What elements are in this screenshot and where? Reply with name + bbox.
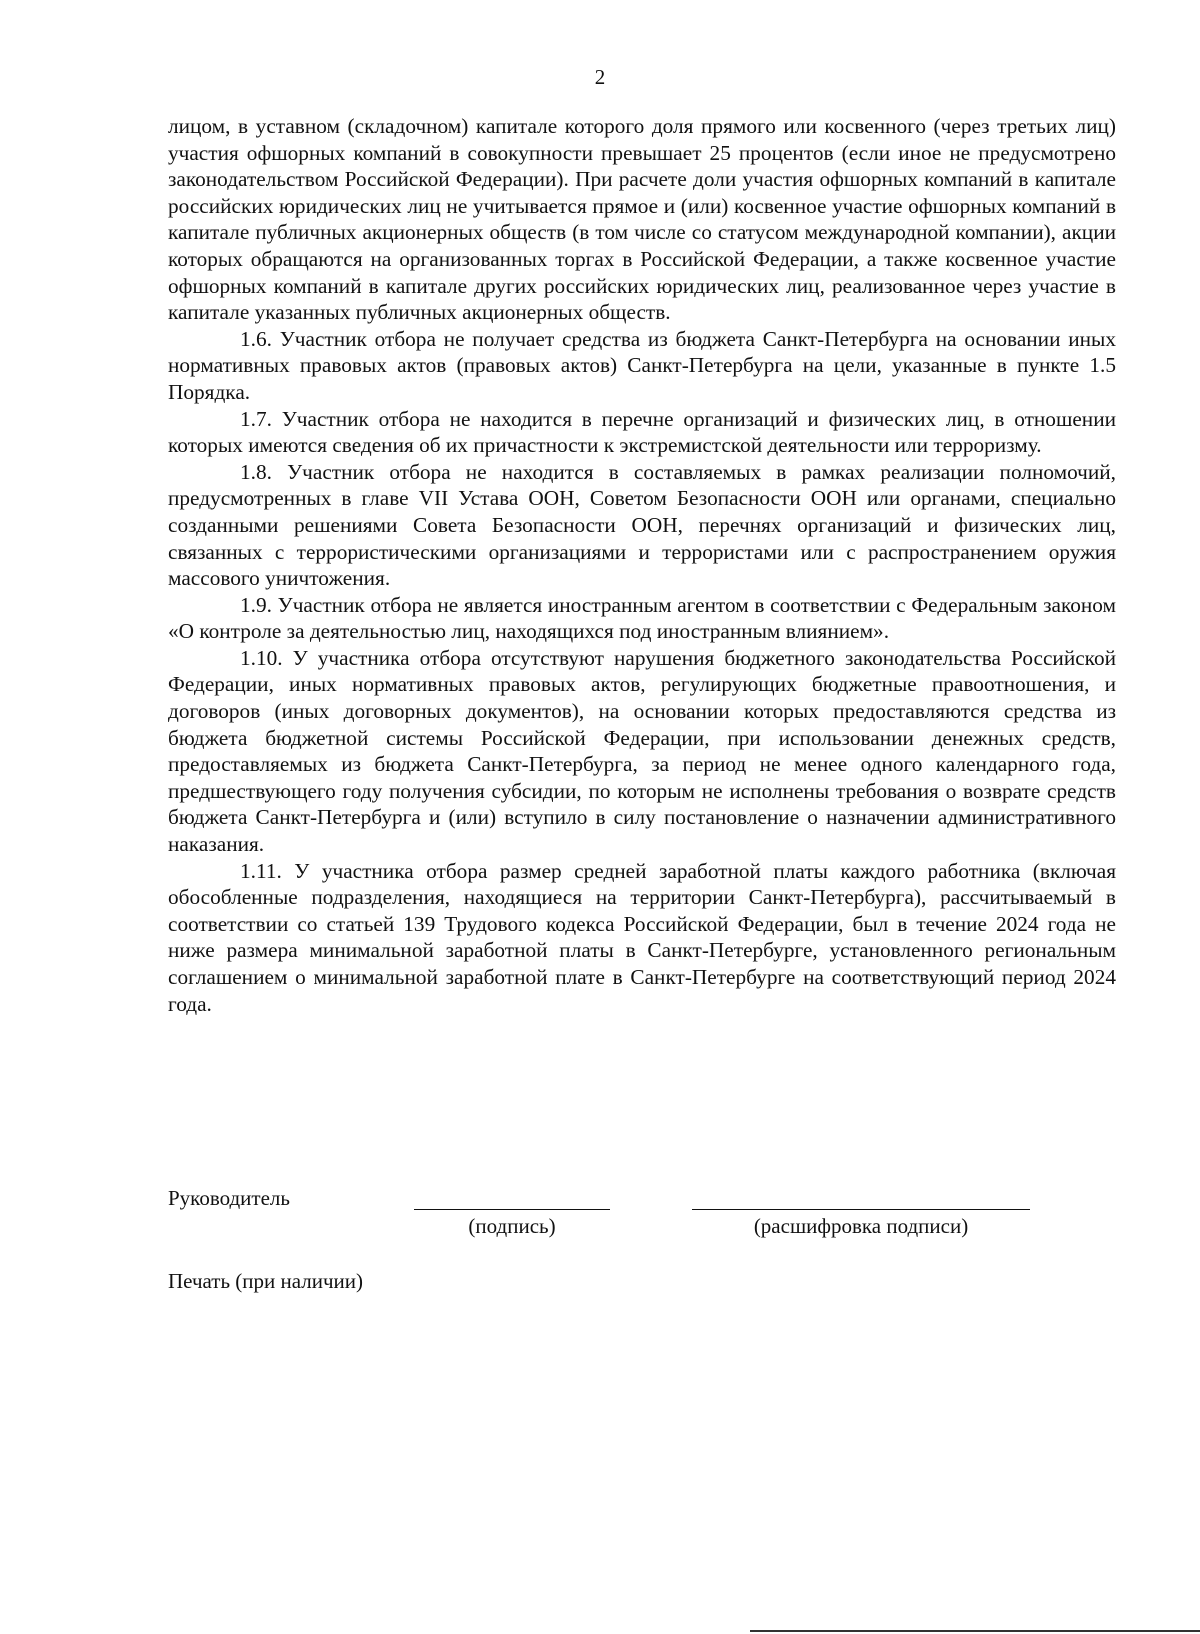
paragraph-1-6: 1.6. Участник отбора не получает средства из бюджета Санкт-Петербурга на основании иных нормативных правовых актов (правовых актов) Санкт-Петербурга на цели, указанные в пункте 1.5 Порядка. [168,326,1116,404]
signature-line [414,1209,610,1210]
paragraph-1-11: 1.11. У участника отбора размер средней заработной платы каждого работника (включая обособленные подразделения, находящиеся на территории Санкт-Петербурга), рассчитываемый в соответствии со статьей 139 Трудового кодекса Российской Федерации, был в течение 2024 года не ниже размера минимальной заработной платы в Санкт-Петербурге, установленного региональным соглашением о минимальной заработной плате в Санкт-Петербурге на соответствующий период 2024 года. [168,858,1116,1016]
head-label: Руководитель [168,1186,290,1210]
paragraph-1-10: 1.10. У участника отбора отсутствуют нарушения бюджетного законодательства Российской Федерации, иных нормативных правовых актов, регулирующих бюджетные правоотношения, и договоров (иных договорных документов), на основании которых предоставляются средства из бюджета бюджетной системы Российской Федерации, при использовании денежных средств, предоставляемых из бюджета Санкт-Петербурга, за период не менее одного календарного года, предшествующего году получения субсидии, по которым не исполнены требования о возврате средств бюджета Санкт-Петербурга и (или) вступило в силу постановление о назначении административного наказания. [168,645,1116,857]
signature-decode-caption: (расшифровка подписи) [753,1214,969,1238]
signature-block [168,1185,1068,1265]
paragraph-continuation: лицом, в уставном (складочном) капитале которого доля прямого или косвенного (через третьих лиц) участия офшорных компаний в совокупности превышает 25 процентов (если иное не предусмотрено законодательством Российской Федерации). При расчете доли участия офшорных компаний в капитале российских юридических лиц не учитывается прямое и (или) косвенное участие офшорных компаний в капитале публичных акционерных обществ (в том числе со статусом международной компании), акции которых обращаются на организованных торгах в Российской Федерации, а также косвенное участие офшорных компаний в капитале других российских юридических лиц, реализованное через участие в капитале указанных публичных акционерных обществ. [168,114,1116,325]
document-body [168,113,1116,1017]
paragraph-1-8: 1.8. Участник отбора не находится в составляемых в рамках реализации полномочий, предусмотренных в главе VII Устава ООН, Советом Безопасности ООН или органами, специально созданными решениями Совета Безопасности ООН, перечнях организаций и физических лиц, связанных с террористическими организациями и террористами или с распространением оружия массового уничтожения. [168,459,1116,591]
page-number: 2 [594,65,606,89]
bottom-edge-line [750,1630,1200,1632]
paragraph-1-9: 1.9. Участник отбора не является иностранным агентом в соответствии с Федеральным законом «О контроле за деятельностью лиц, находящихся под иностранным влиянием». [168,592,1116,644]
signature-caption: (подпись) [468,1214,556,1238]
signature-decode-line [692,1209,1030,1210]
stamp-label: Печать (при наличии) [168,1269,364,1293]
paragraph-1-7: 1.7. Участник отбора не находится в перечне организаций и физических лиц, в отношении которых имеются сведения об их причастности к экстремистской деятельности или терроризму. [168,406,1116,458]
